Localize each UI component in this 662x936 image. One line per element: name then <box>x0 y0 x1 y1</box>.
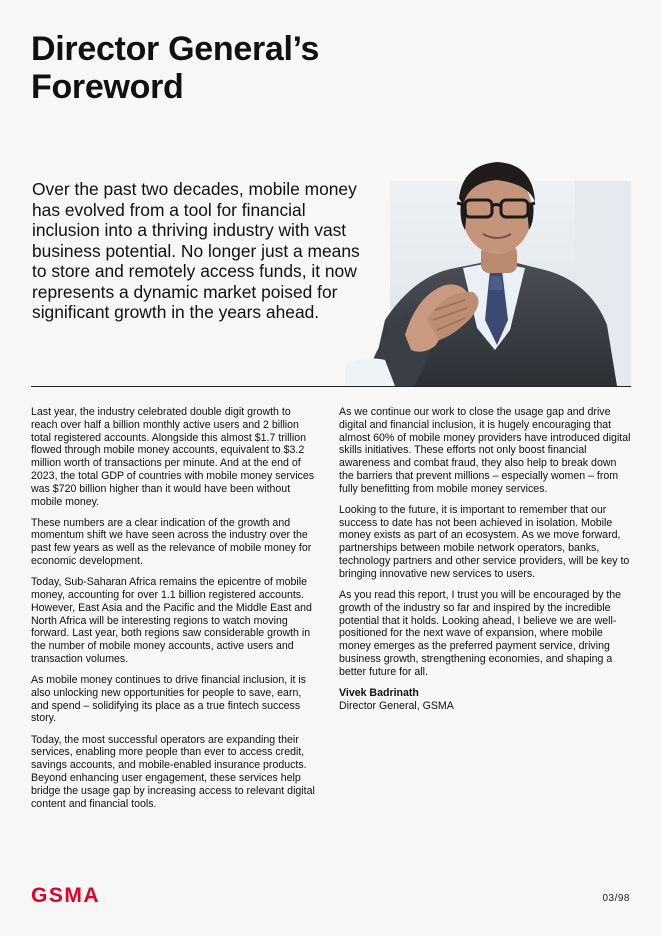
body-paragraph: As you read this report, I trust you will be encouraged by the growth of the industry so far and inspired by the incredible potential that it holds. Looking ahead, I believe we are well-positioned for the next wave of expansion, where mobile money emerges as the preferred payment service, driving business growth, strengthening economies, and shaping a better future for all. <box>339 588 622 678</box>
body-paragraph: Today, Sub-Saharan Africa remains the epicentre of mobile money, accounting for over 1.1 billion registered accounts. However, East Asia and the Pacific and the Middle East and North Africa will be interesting regions to watch moving forward. Last year, both regions saw considerable growth in the number of mobile money accounts, active users and transaction volumes. <box>31 576 312 665</box>
portrait-illustration <box>345 150 631 386</box>
body-paragraph: These numbers are a clear indication of the growth and momentum shift we have seen across the industry over the past few years as well as the relevance of mobile money for economic development. <box>31 516 312 568</box>
body-column-left <box>31 406 319 819</box>
body-paragraph: As we continue our work to close the usage gap and drive digital and financial inclusion, it is hugely encouraging that almost 60% of mobile money providers have introduced digital skills initiatives. These efforts not only boost financial awareness and combat fraud, they also help to break down the barriers that prevent millions – especially women – from fully benefitting from mobile money services. <box>339 406 631 495</box>
body-column-right <box>339 406 632 712</box>
gsma-logo-mark <box>31 885 135 905</box>
gsma-logo-text: GSMA <box>31 885 100 905</box>
body-paragraph: Looking to the future, it is important to remember that our success to date has not been achieved in isolation. Mobile money exists as part of an ecosystem. As we move forward, partnerships between mobile network operators, banks, technology partners and other service providers, will be key to bringing innovative new services to users. <box>339 503 630 580</box>
intro-paragraph: Over the past two decades, mobile money has evolved from a tool for financial inclusion into a thriving industry with vast business potential. No longer just a means to store and remotely access funds, it now represents a dynamic market poised for significant growth in the years ahead. <box>32 179 360 322</box>
body-paragraph: As mobile money continues to drive financial inclusion, it is also unlocking new opportunities for people to save, earn, and spend – solidifying its place as a true fintech success story. <box>31 674 306 725</box>
body-paragraph: Today, the most successful operators are expanding their services, enabling more people than ever to access credit, savings accounts, and mobile-enabled insurance products. Beyond enhancing user engagement, these services help bridge the usage gap by increasing access to relevant digital content and financial tools. <box>31 733 315 810</box>
body-paragraph: Last year, the industry celebrated double digit growth to reach over half a billion monthly active users and 2 billion total registered accounts. Alongside this almost $1.7 trillion flowed through mobile money accounts, equivalent to $3.2 million worth of transactions per minute. And at the end of 2023, the total GDP of countries with mobile money services was $720 billion higher than it would have been without mobile money. <box>31 406 315 508</box>
page-title-line-1: Director General’s <box>31 30 320 68</box>
page-number: 03/98 <box>602 893 630 904</box>
portrait-photo <box>345 150 631 386</box>
page-title <box>31 30 451 106</box>
section-divider <box>31 386 631 387</box>
signature-role: Director General, GSMA <box>339 699 454 712</box>
page-title-line-2: Foreword <box>31 68 184 106</box>
signature-name: Vivek Badrinath <box>339 686 419 699</box>
gsma-logo <box>31 885 135 905</box>
